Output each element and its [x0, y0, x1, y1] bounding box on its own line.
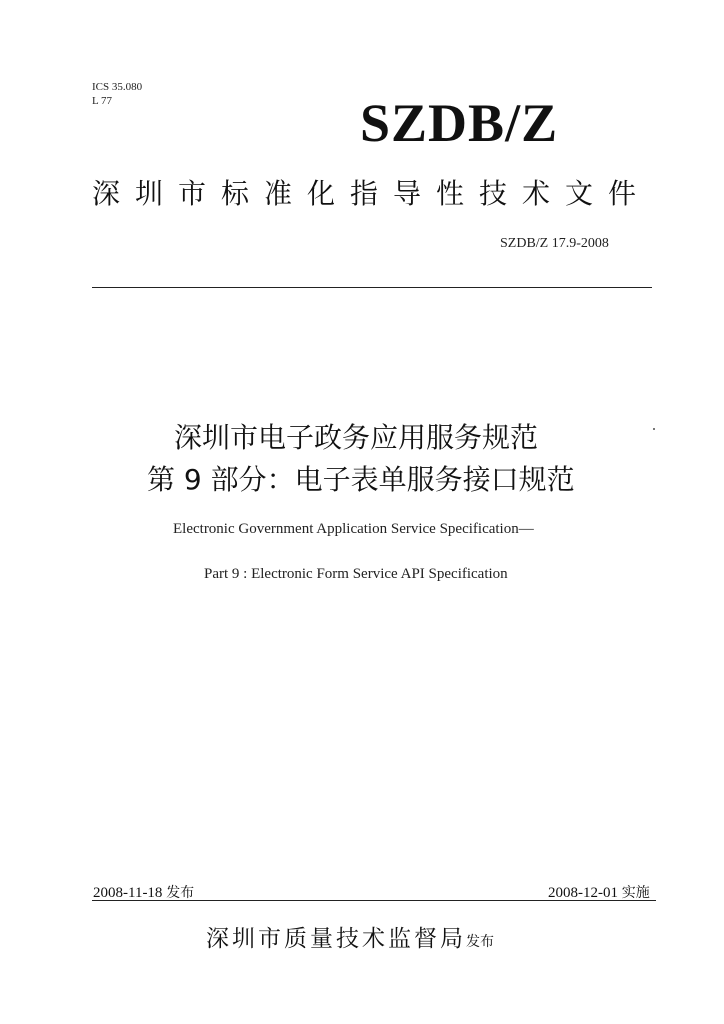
title-chinese-line-2: 第 9 部分：电子表单服务接口规范	[147, 463, 575, 496]
publisher-suffix: 发布	[466, 934, 494, 950]
publish-date-group	[93, 882, 194, 902]
title-english-line-2: Part 9 : Electronic Form Service API Specification	[204, 566, 508, 582]
scan-speck	[653, 428, 655, 430]
effective-label: 实施	[621, 885, 650, 901]
effective-date-group	[548, 882, 650, 902]
document-type: 深圳市标准化指导性技术文件	[92, 177, 652, 210]
title-english-line-1: Electronic Government Application Service Specification—	[173, 521, 534, 537]
publish-date: 2008-11-18	[93, 885, 163, 901]
top-divider	[92, 287, 652, 288]
publish-label: 发布	[166, 885, 195, 901]
ics-code: ICS 35.080	[92, 81, 143, 93]
classification-block	[92, 80, 142, 108]
effective-date: 2008-12-01	[548, 885, 618, 901]
standard-brand: SZDB/Z	[360, 93, 559, 153]
document-code: SZDB/Z 17.9-2008	[500, 236, 609, 251]
bottom-divider	[92, 900, 656, 901]
publisher-block	[206, 920, 494, 953]
title-chinese-line-1: 深圳市电子政务应用服务规范	[174, 421, 539, 454]
publisher-name: 深圳市质量技术监督局	[206, 926, 466, 952]
class-code: L 77	[92, 95, 113, 107]
